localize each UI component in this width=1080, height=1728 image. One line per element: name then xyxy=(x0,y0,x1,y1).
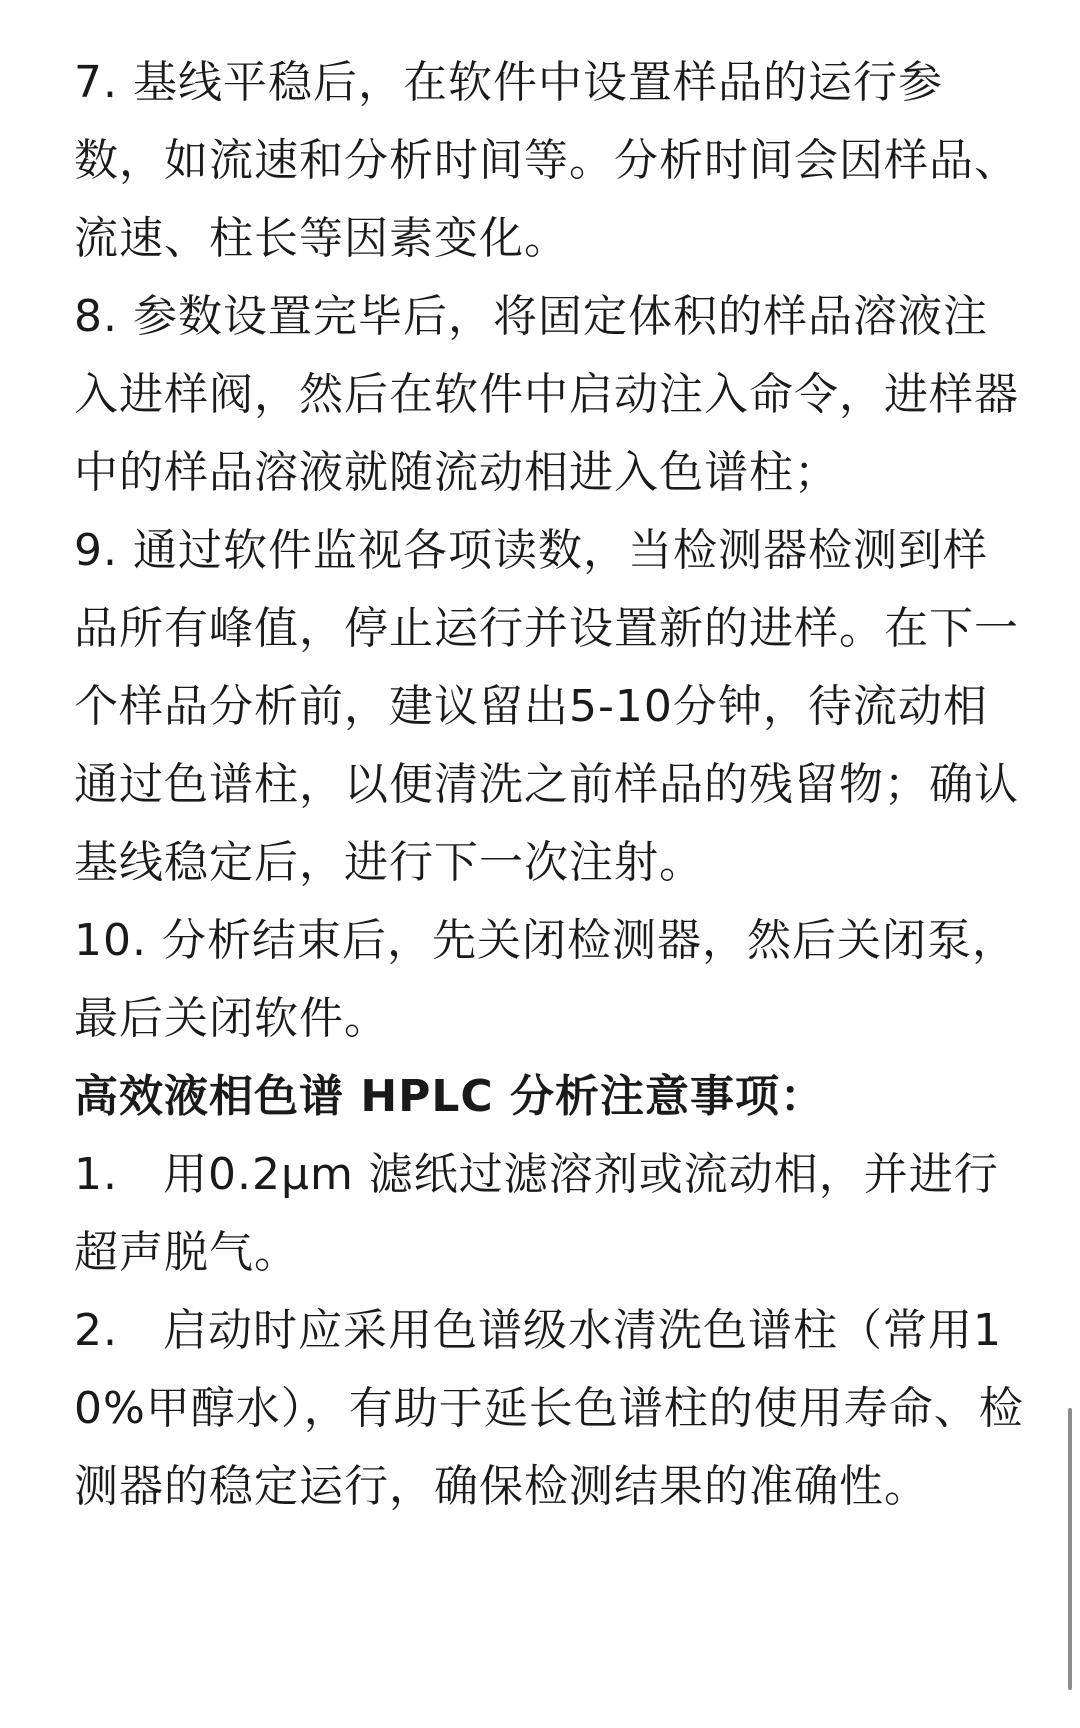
step-10-paragraph: 10. 分析结束后，先关闭检测器，然后关闭泵，最后关闭软件。 xyxy=(74,915,1017,1044)
section-heading: 高效液相色谱 HPLC 分析注意事项： xyxy=(74,1071,826,1122)
step-7-paragraph: 7. 基线平稳后，在软件中设置样品的运行参数，如流速和分析时间等。分析时间会因样品、流速、柱长等因素变化。 xyxy=(74,57,1019,264)
vertical-scrollbar[interactable] xyxy=(1068,1408,1072,1690)
article-body xyxy=(74,44,1024,1526)
step-8-paragraph: 8. 参数设置完毕后，将固定体积的样品溶液注入进样阀，然后在软件中启动注入命令，进样器中的样品溶液就随流动相进入色谱柱； xyxy=(74,291,1019,498)
note-2-paragraph: 2. 启动时应采用色谱级水清洗色谱柱（常用10%甲醇水），有助于延长色谱柱的使用寿命、检测器的稳定运行，确保检测结果的准确性。 xyxy=(74,1305,1024,1512)
step-9-paragraph: 9. 通过软件监视各项读数，当检测器检测到样品所有峰值，停止运行并设置新的进样。在下一个样品分析前，建议留出5-10分钟，待流动相通过色谱柱，以便清洗之前样品的残留物；确认基线稳定后，进行下一次注射。 xyxy=(74,525,1019,888)
note-1-paragraph: 1. 用0.2μm 滤纸过滤溶剂或流动相，并进行超声脱气。 xyxy=(74,1149,999,1278)
